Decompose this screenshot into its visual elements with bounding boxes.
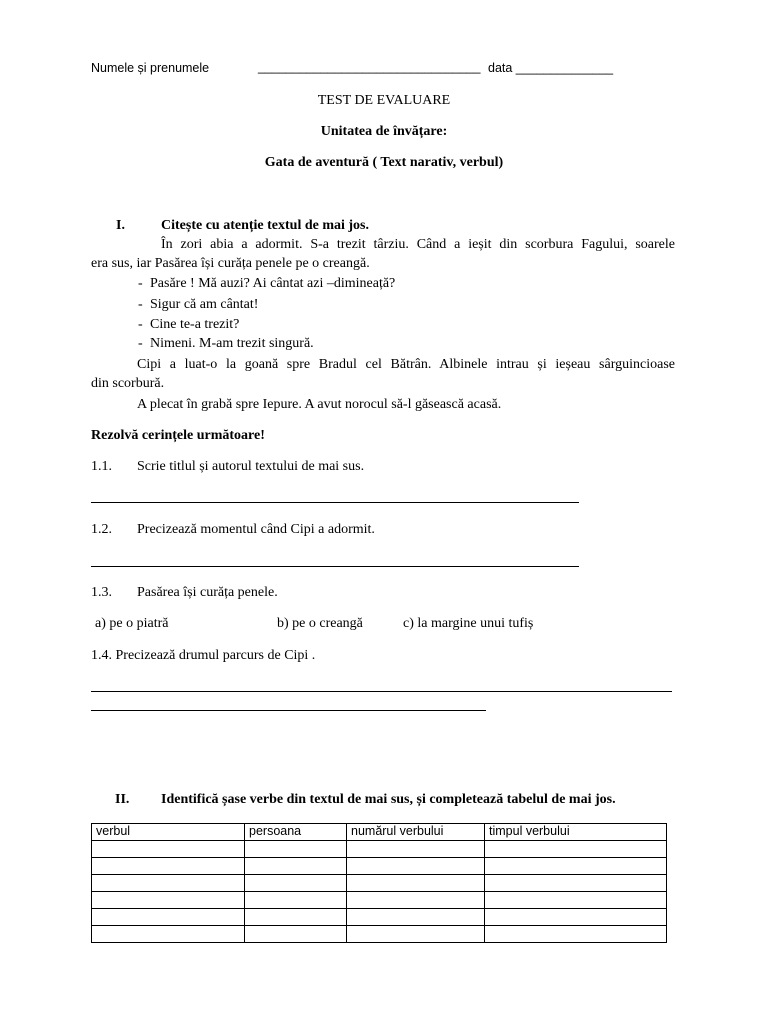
verbs-table xyxy=(91,823,667,943)
col-header-person: persoana xyxy=(245,824,347,841)
section1-heading: Citește cu atenție textul de mai jos. xyxy=(161,218,370,233)
name-label: Numele și prenumele xyxy=(91,61,210,75)
table-row xyxy=(92,841,667,858)
section2-number: II. xyxy=(115,792,130,807)
q3-option-a[interactable]: a) pe o piatră xyxy=(95,616,169,631)
table-cell[interactable] xyxy=(485,875,667,892)
table-cell[interactable] xyxy=(347,909,485,926)
q1-text: Scrie titlul și autorul textului de mai sus. xyxy=(137,459,365,474)
q4-answer-line[interactable] xyxy=(91,710,486,711)
q4-text: 1.4. Precizează drumul parcurs de Cipi . xyxy=(91,648,316,663)
table-cell[interactable] xyxy=(347,892,485,909)
dialogue-dash: - xyxy=(138,297,143,312)
para3: A plecat în grabă spre Iepure. A avut norocul să-l găsească acasă. xyxy=(137,397,502,412)
table-row xyxy=(92,926,667,943)
table-cell[interactable] xyxy=(347,841,485,858)
table-cell[interactable] xyxy=(245,926,347,943)
para2-line2: din scorbură. xyxy=(91,376,165,391)
tasks-heading: Rezolvă cerințele următoare! xyxy=(91,428,265,443)
q3-text: Pasărea își curăța penele. xyxy=(137,585,278,600)
para2-line1: Cipi a luat-o la goană spre Bradul cel Bătrân. Albinele intrau și ieșeau sârguincioase xyxy=(137,357,675,372)
name-blank[interactable]: ________________________________ xyxy=(258,60,481,74)
unit-label: Unitatea de învățare: xyxy=(320,124,448,139)
col-header-tense: timpul verbului xyxy=(485,824,667,841)
table-cell[interactable] xyxy=(92,909,245,926)
dialogue-dash: - xyxy=(138,336,143,351)
q3-option-b[interactable]: b) pe o creangă xyxy=(277,616,363,631)
q3-number: 1.3. xyxy=(91,585,112,600)
q2-text: Precizează momentul când Cipi a adormit. xyxy=(137,522,375,537)
table-cell[interactable] xyxy=(347,875,485,892)
table-cell[interactable] xyxy=(245,875,347,892)
col-header-number: numărul verbului xyxy=(347,824,485,841)
para1-line2: era sus, iar Pasărea își curăța penele pe o creangă. xyxy=(91,256,370,271)
table-cell[interactable] xyxy=(92,858,245,875)
table-cell[interactable] xyxy=(347,926,485,943)
table-row xyxy=(92,858,667,875)
q1-number: 1.1. xyxy=(91,459,112,474)
table-cell[interactable] xyxy=(245,858,347,875)
test-title: TEST DE EVALUARE xyxy=(317,93,451,108)
section2-heading: Identifică șase verbe din textul de mai sus, și completează tabelul de mai jos. xyxy=(161,792,616,807)
table-cell[interactable] xyxy=(92,892,245,909)
table-cell[interactable] xyxy=(485,858,667,875)
dialogue-line: Nimeni. M-am trezit singură. xyxy=(150,336,314,351)
table-cell[interactable] xyxy=(485,909,667,926)
table-cell[interactable] xyxy=(92,926,245,943)
col-header-verb: verbul xyxy=(92,824,245,841)
table-cell[interactable] xyxy=(92,841,245,858)
q4-answer-line[interactable] xyxy=(91,691,672,692)
dialogue-line: Pasăre ! Mă auzi? Ai cântat azi –dimineață? xyxy=(150,276,396,291)
dialogue-dash: - xyxy=(138,317,143,332)
table-cell[interactable] xyxy=(245,909,347,926)
table-row xyxy=(92,892,667,909)
q1-answer-line[interactable] xyxy=(91,502,579,503)
table-cell[interactable] xyxy=(485,841,667,858)
table-row xyxy=(92,909,667,926)
table-header-row xyxy=(92,824,667,841)
table-cell[interactable] xyxy=(485,892,667,909)
table-row xyxy=(92,875,667,892)
table-cell[interactable] xyxy=(92,875,245,892)
table-cell[interactable] xyxy=(485,926,667,943)
q2-answer-line[interactable] xyxy=(91,566,579,567)
dialogue-line: Sigur că am cântat! xyxy=(150,297,259,312)
table-cell[interactable] xyxy=(245,892,347,909)
q3-option-c[interactable]: c) la margine unui tufiș xyxy=(403,616,534,631)
q2-number: 1.2. xyxy=(91,522,112,537)
dialogue-dash: - xyxy=(138,276,143,291)
unit-name: Gata de aventură ( Text narativ, verbul) xyxy=(264,155,504,170)
table-cell[interactable] xyxy=(245,841,347,858)
table-cell[interactable] xyxy=(347,858,485,875)
para1-line1: În zori abia a adormit. S-a trezit târziu. Când a ieșit din scorbura Fagului, soarele xyxy=(161,237,675,252)
section1-number: I. xyxy=(116,218,125,233)
dialogue-line: Cine te-a trezit? xyxy=(150,317,240,332)
date-label[interactable]: data ______________ xyxy=(488,61,614,75)
